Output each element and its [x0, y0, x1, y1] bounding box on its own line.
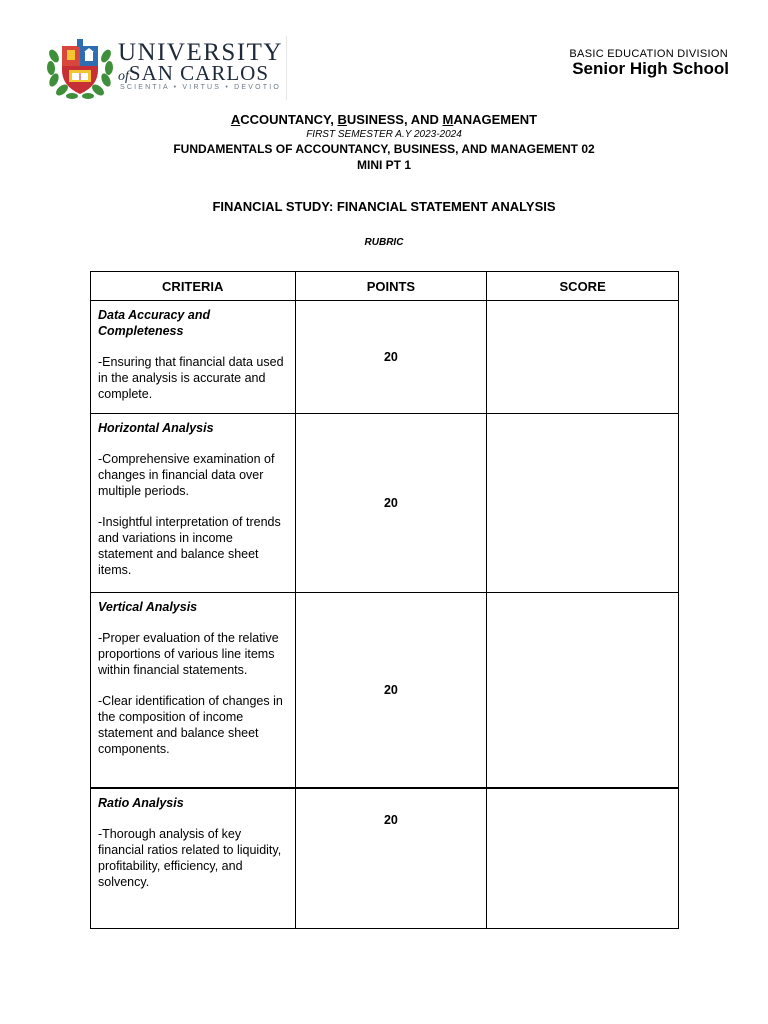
- criteria-title: Ratio Analysis: [98, 796, 184, 810]
- criteria-description: -Ensuring that financial data used in the analysis is accurate and complete.: [98, 355, 284, 401]
- score-cell[interactable]: [487, 414, 679, 593]
- score-cell[interactable]: [487, 788, 679, 929]
- university-line2: SAN CARLOS: [128, 61, 270, 85]
- rubric-table: [90, 271, 679, 929]
- criteria-description: -Proper evaluation of the relative proportions of various line items within financial statements.: [98, 631, 279, 677]
- criteria-cell: [91, 788, 296, 929]
- table-row: [91, 593, 679, 789]
- criteria-description: -Comprehensive examination of changes in financial data over multiple periods.: [98, 452, 275, 498]
- criteria-title: Vertical Analysis: [98, 600, 198, 614]
- school-label: Senior High School: [572, 59, 729, 78]
- table-row: [91, 414, 679, 593]
- criteria-cell: [91, 593, 296, 789]
- criteria-cell: [91, 414, 296, 593]
- program-title: ACCOUNTANCY, BUSINESS, AND MANAGEMENT: [230, 112, 538, 127]
- study-title: FINANCIAL STUDY: FINANCIAL STATEMENT ANALYSIS: [212, 199, 556, 214]
- criteria-description: -Insightful interpretation of trends and variations in income statement and balance sheet items.: [98, 515, 281, 577]
- table-row: [91, 788, 679, 929]
- score-cell[interactable]: [487, 593, 679, 789]
- header-points: POINTS: [295, 272, 487, 301]
- table-header-row: [91, 272, 679, 301]
- semester-label: FIRST SEMESTER A.Y 2023-2024: [306, 129, 462, 140]
- university-motto: SCIENTIA • VIRTUS • DEVOTIO: [120, 84, 282, 91]
- course-title: FUNDAMENTALS OF ACCOUNTANCY, BUSINESS, AND MANAGEMENT 02: [173, 142, 595, 156]
- criteria-title: Data Accuracy and Completeness: [98, 308, 211, 338]
- rubric-label: RUBRIC: [364, 237, 404, 248]
- criteria-title: Horizontal Analysis: [98, 421, 214, 435]
- criteria-description: -Thorough analysis of key financial ratios related to liquidity, profitability, efficiency, and solvency.: [98, 827, 282, 889]
- criteria-cell: [91, 301, 296, 414]
- criteria-description: -Clear identification of changes in the composition of income statement and balance sheet components.: [98, 694, 283, 756]
- university-seal-logo: [46, 36, 114, 100]
- table-row: [91, 301, 679, 414]
- points-cell: 20: [295, 414, 487, 593]
- division-label: BASIC EDUCATION DIVISION: [569, 48, 728, 60]
- points-cell: 20: [295, 301, 487, 414]
- header-score: SCORE: [487, 272, 679, 301]
- points-cell: 20: [295, 788, 487, 929]
- score-cell[interactable]: [487, 301, 679, 414]
- header-criteria: CRITERIA: [91, 272, 296, 301]
- assessment-title: MINI PT 1: [356, 158, 411, 172]
- university-name: UNIVERSITY: [118, 39, 283, 66]
- header-divider: [286, 36, 287, 100]
- university-of: of: [118, 69, 129, 84]
- points-cell: 20: [295, 593, 487, 789]
- title-block: [0, 112, 768, 173]
